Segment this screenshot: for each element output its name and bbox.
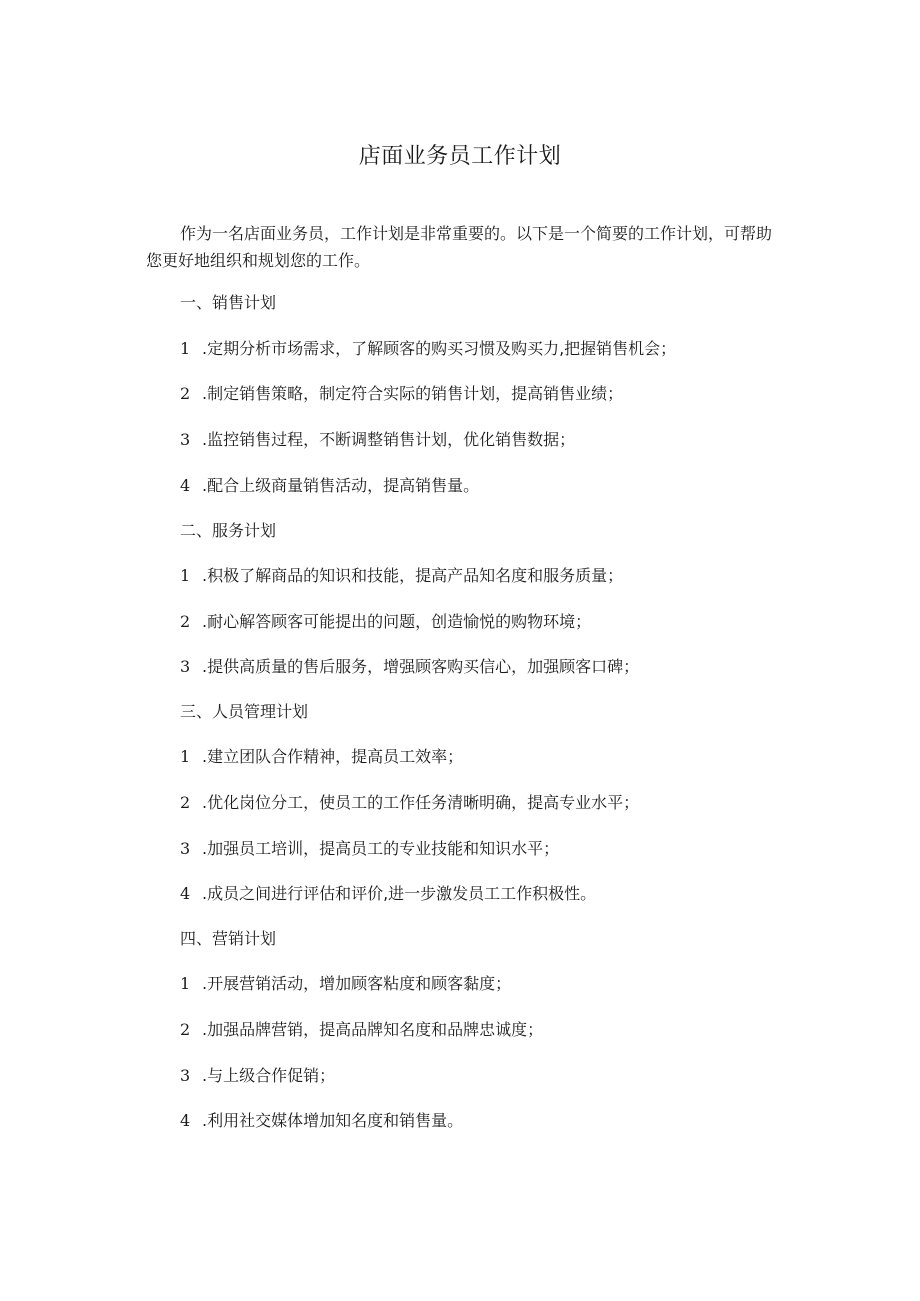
item-number: 2 — [180, 384, 191, 403]
item-number: 3 — [180, 430, 191, 449]
item-number: 3 — [180, 657, 191, 676]
list-item — [180, 746, 463, 768]
list-item — [180, 611, 591, 633]
list-item — [180, 973, 511, 995]
item-text: .建立团队合作精神，提高员工效率； — [202, 747, 464, 766]
list-item — [180, 565, 623, 587]
item-number: 4 — [180, 1111, 191, 1130]
section-heading-marketing: 四、营销计划 — [180, 929, 277, 948]
item-text: .制定销售策略，制定符合实际的销售计划，提高销售业绩； — [202, 384, 624, 403]
item-number: 2 — [180, 793, 191, 812]
item-number: 1 — [180, 566, 191, 585]
intro-paragraph: 作为一名店面业务员，工作计划是非常重要的。以下是一个简要的工作计划，可帮助您更好地组织和规划您的工作。 — [146, 224, 773, 270]
item-text: .开展营销活动，增加顾客粘度和顾客黏度； — [202, 974, 512, 993]
list-item — [180, 383, 623, 405]
list-item — [180, 1019, 543, 1041]
item-number: 2 — [180, 1020, 191, 1039]
item-text: .与上级合作促销； — [202, 1066, 336, 1085]
item-number: 3 — [180, 839, 191, 858]
item-text: .加强品牌营销，提高品牌知名度和品牌忠诚度； — [202, 1020, 544, 1039]
item-text: .定期分析市场需求，了解顾客的购买习惯及购买力,把握销售机会； — [202, 339, 677, 358]
item-text: .提供高质量的售后服务，增强顾客购买信心，加强顾客口碑； — [202, 657, 640, 676]
item-number: 1 — [180, 974, 191, 993]
document-title: 店面业务员工作计划 — [358, 144, 562, 169]
section-heading-sales: 一、销售计划 — [180, 293, 277, 312]
item-text: .成员之间进行评估和评价,进一步激发员工工作积极性。 — [202, 884, 597, 903]
item-text: .配合上级商量销售活动，提高销售量。 — [202, 476, 480, 495]
item-number: 4 — [180, 884, 191, 903]
list-item — [180, 1065, 335, 1087]
item-number: 3 — [180, 1066, 191, 1085]
item-number: 2 — [180, 612, 191, 631]
item-number: 4 — [180, 476, 191, 495]
list-item — [180, 792, 639, 814]
list-item — [180, 838, 559, 860]
list-item — [180, 429, 575, 451]
item-text: .监控销售过程，不断调整销售计划，优化销售数据； — [202, 430, 576, 449]
list-item — [180, 475, 479, 497]
item-number: 1 — [180, 747, 191, 766]
section-heading-service: 二、服务计划 — [180, 521, 277, 540]
item-text: .耐心解答顾客可能提出的问题，创造愉悦的购物环境； — [202, 612, 592, 631]
list-item — [180, 1110, 463, 1132]
list-item — [180, 883, 596, 905]
item-text: .利用社交媒体增加知名度和销售量。 — [202, 1111, 464, 1130]
item-number: 1 — [180, 339, 191, 358]
section-heading-staff: 三、人员管理计划 — [180, 702, 309, 721]
item-text: .优化岗位分工，使员工的工作任务清晰明确，提高专业水平； — [202, 793, 640, 812]
list-item — [180, 338, 676, 360]
item-text: .积极了解商品的知识和技能，提高产品知名度和服务质量； — [202, 566, 624, 585]
list-item — [180, 656, 639, 678]
item-text: .加强员工培训，提高员工的专业技能和知识水平； — [202, 839, 560, 858]
